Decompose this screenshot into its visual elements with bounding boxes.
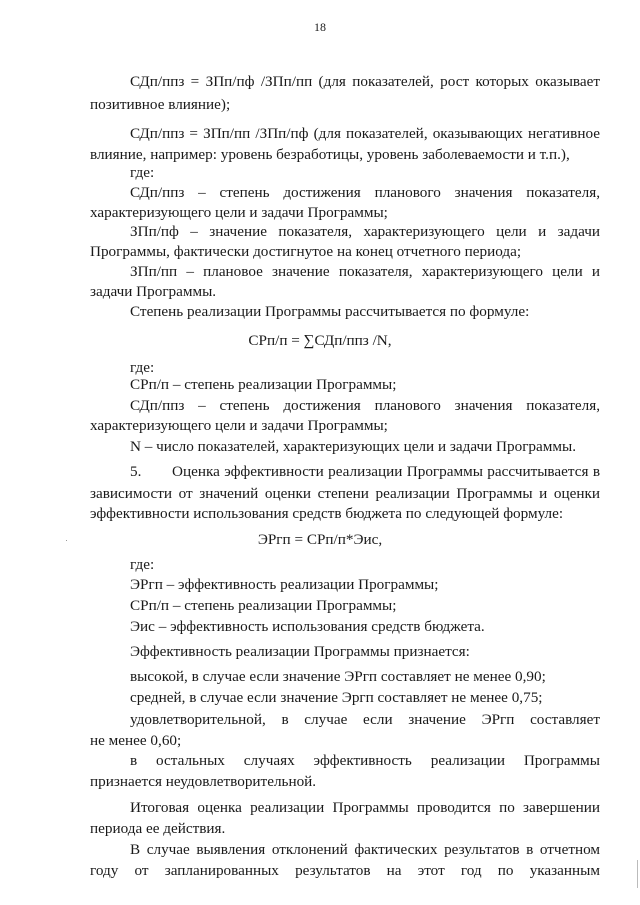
text-line: удовлетворительной, в случае если значение ЭРгп составляет xyxy=(130,711,600,728)
text-line: задачи Программы. xyxy=(90,283,217,300)
text-line: Итоговая оценка реализации Программы проводится по завершении xyxy=(130,799,600,816)
text-line: ЗПп/пф – значение показателя, характеризующего цели и задачи xyxy=(130,223,600,240)
text-line: N – число показателей, характеризующих цели и задачи Программы. xyxy=(130,438,576,455)
text-line: высокой, в случае если значение ЭРгп составляет не менее 0,90; xyxy=(130,668,546,685)
text-line: влияние, например: уровень безработицы, уровень заболеваемости и т.п.), xyxy=(90,146,570,163)
scan-edge-mark xyxy=(637,860,638,888)
text-line: СРп/п – степень реализации Программы; xyxy=(130,597,397,614)
text-line: где: xyxy=(130,359,155,376)
page-number: 18 xyxy=(314,20,326,34)
text-line: Программы, фактически достигнутое на конец отчетного периода; xyxy=(90,243,522,260)
text-line: СРп/п – степень реализации Программы; xyxy=(130,376,397,393)
text-line: Эис – эффективность использования средств бюджета. xyxy=(130,618,485,635)
text-line: где: xyxy=(130,556,155,573)
text-line: признается неудовлетворительной. xyxy=(90,773,317,790)
formula: ЭРгп = СРп/п*Эис, xyxy=(257,531,383,548)
text-line: году от запланированных результатов на этот год по указанным xyxy=(90,862,600,879)
text-line: зависимости от значений оценки степени реализации Программы и оценки xyxy=(90,485,600,502)
text-line: средней, в случае если значение Эргп составляет не менее 0,75; xyxy=(130,689,543,706)
text-line: ЗПп/пп – плановое значение показателя, характеризующего цели и xyxy=(130,263,600,280)
text-line: СДп/ппз = ЗПп/пп /ЗПп/пф (для показателей, оказывающих негативное xyxy=(130,125,600,142)
text-line: эффективности использования средств бюджета по следующей формуле: xyxy=(90,505,564,522)
text-line: В случае выявления отклонений фактических результатов в отчетном xyxy=(130,841,600,858)
text-line: позитивное влияние); xyxy=(90,96,231,113)
text-line: ЭРгп – эффективность реализации Программы; xyxy=(130,576,439,593)
text-line: характеризующего цели и задачи Программы; xyxy=(90,417,388,434)
text-line: характеризующего цели и задачи Программы; xyxy=(90,204,388,221)
text-line: Эффективность реализации Программы признается: xyxy=(130,643,470,660)
formula: СРп/п = ∑СДп/ппз /N, xyxy=(248,332,392,349)
text-line: Степень реализации Программы рассчитывается по формуле: xyxy=(130,303,530,320)
text-line: СДп/ппз = ЗПп/пф /ЗПп/пп (для показателей, рост которых оказывает xyxy=(130,73,600,90)
text-line: в остальных случаях эффективность реализации Программы xyxy=(130,752,600,769)
scan-speck xyxy=(66,540,67,541)
text-line: не менее 0,60; xyxy=(90,732,182,749)
text-line: Оценка эффективности реализации Программы рассчитывается в xyxy=(172,463,600,480)
list-number: 5. xyxy=(130,463,142,480)
text-line: СДп/ппз – степень достижения планового значения показателя, xyxy=(130,397,600,414)
text-line: периода ее действия. xyxy=(90,820,226,837)
text-line: где: xyxy=(130,164,155,181)
text-line: СДп/ппз – степень достижения планового значения показателя, xyxy=(130,184,600,201)
